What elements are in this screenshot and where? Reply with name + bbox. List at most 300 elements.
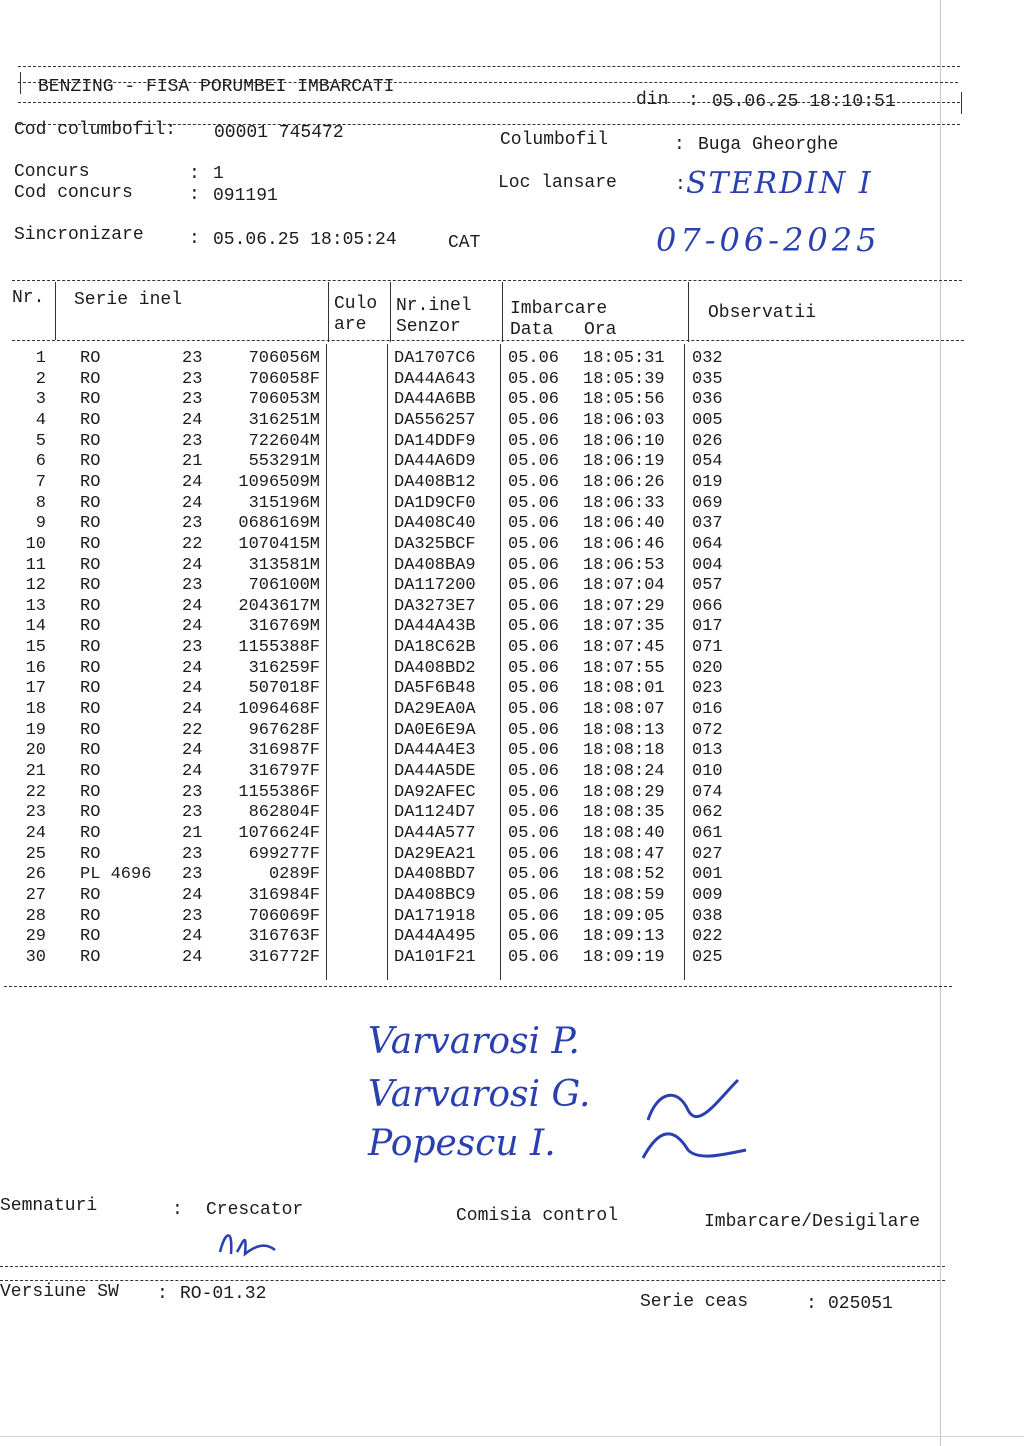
row-year: 23: [182, 865, 203, 885]
row-sensor: DA14DDF9: [394, 431, 476, 451]
row-observatii: 061: [692, 823, 723, 843]
row-nr: 10: [25, 534, 46, 554]
row-nr: 6: [35, 452, 46, 472]
row-time: 18:08:59: [583, 885, 665, 905]
row-year: 21: [182, 452, 203, 472]
table-row: [0, 390, 760, 411]
row-observatii: 001: [692, 865, 723, 885]
row-observatii: 072: [692, 720, 723, 740]
row-observatii: 071: [692, 638, 723, 658]
table-row: [0, 597, 760, 618]
row-observatii: 026: [692, 431, 723, 451]
row-sensor: DA44A643: [394, 369, 476, 389]
row-date: 05.06: [508, 493, 560, 513]
row-sensor: DA408BA9: [394, 555, 476, 575]
serie-ceas-label: Serie ceas: [640, 1292, 749, 1312]
row-sensor: DA44A577: [394, 823, 476, 843]
row-date: 05.06: [508, 700, 560, 720]
table-row: [0, 721, 760, 742]
header-bottom-rule: [18, 102, 960, 103]
columbofil-value: Buga Gheorghe: [698, 135, 839, 155]
row-observatii: 054: [692, 452, 723, 472]
table-row: [0, 783, 760, 804]
row-country: RO: [80, 410, 101, 430]
row-nr: 26: [25, 865, 46, 885]
row-serial: 316763F: [248, 927, 320, 947]
col-sep-imbarcare: [688, 282, 689, 342]
row-serial: 706053M: [248, 390, 320, 410]
row-nr: 28: [25, 906, 46, 926]
header-culoare-2: are: [334, 315, 367, 335]
row-serial: 1096468F: [238, 700, 320, 720]
versiune-sw-colon: :: [157, 1284, 168, 1304]
row-observatii: 005: [692, 410, 723, 430]
row-date: 05.06: [508, 823, 560, 843]
row-nr: 25: [25, 844, 46, 864]
sincronizare-label: Sincronizare: [14, 225, 144, 245]
row-observatii: 037: [692, 514, 723, 534]
row-nr: 16: [25, 658, 46, 678]
row-time: 18:09:13: [583, 927, 665, 947]
row-country: RO: [80, 596, 101, 616]
header-observatii: Observatii: [708, 303, 817, 323]
row-time: 18:08:01: [583, 679, 665, 699]
row-time: 18:06:40: [583, 514, 665, 534]
din-value: 05.06.25 18:10:51: [712, 92, 896, 112]
row-observatii: 027: [692, 844, 723, 864]
footer-rule: [0, 1266, 945, 1267]
table-row: [0, 494, 760, 515]
row-year: 24: [182, 741, 203, 761]
row-sensor: DA44A6BB: [394, 390, 476, 410]
row-serial: 706056M: [248, 349, 320, 368]
row-time: 18:08:52: [583, 865, 665, 885]
row-date: 05.06: [508, 762, 560, 781]
row-date: 05.06: [508, 658, 560, 678]
row-serial: 316797F: [248, 762, 320, 781]
row-year: 21: [182, 823, 203, 843]
row-sensor: DA1707C6: [394, 349, 476, 368]
row-date: 05.06: [508, 865, 560, 885]
row-year: 24: [182, 885, 203, 905]
cod-concurs-label: Cod concurs: [14, 183, 133, 203]
header-right-bar: [961, 92, 962, 114]
row-sensor: DA408BD2: [394, 658, 476, 678]
row-sensor: DA325BCF: [394, 534, 476, 554]
row-nr: 17: [25, 679, 46, 699]
row-time: 18:05:31: [583, 349, 665, 368]
row-time: 18:07:29: [583, 596, 665, 616]
table-row: [0, 700, 760, 721]
row-country: RO: [80, 617, 101, 637]
table-row: [0, 741, 760, 762]
semnaturi-label: Semnaturi: [0, 1196, 98, 1216]
row-year: 22: [182, 720, 203, 740]
row-time: 18:06:26: [583, 472, 665, 492]
row-sensor: DA556257: [394, 410, 476, 430]
row-year: 24: [182, 493, 203, 513]
row-year: 24: [182, 947, 203, 967]
table-row: [0, 576, 760, 597]
concurs-value: 1: [213, 164, 224, 184]
row-sensor: DA408B12: [394, 472, 476, 492]
row-country: RO: [80, 844, 101, 864]
row-observatii: 025: [692, 947, 723, 967]
row-sensor: DA117200: [394, 576, 476, 596]
row-date: 05.06: [508, 720, 560, 740]
row-country: RO: [80, 534, 101, 554]
row-year: 24: [182, 555, 203, 575]
table-row: [0, 535, 760, 556]
row-serial: 316984F: [248, 885, 320, 905]
row-sensor: DA44A43B: [394, 617, 476, 637]
row-observatii: 020: [692, 658, 723, 678]
row-time: 18:07:55: [583, 658, 665, 678]
table-row: [0, 845, 760, 866]
row-country: RO: [80, 679, 101, 699]
row-year: 23: [182, 349, 203, 368]
table-bottom-rule: [4, 986, 952, 987]
row-year: 23: [182, 576, 203, 596]
row-sensor: DA0E6E9A: [394, 720, 476, 740]
row-serial: 706100M: [248, 576, 320, 596]
header-data: Data: [510, 320, 554, 340]
serie-ceas-colon: :: [806, 1294, 817, 1314]
versiune-sw-label: Versiune SW: [0, 1282, 119, 1302]
row-sensor: DA29EA0A: [394, 700, 476, 720]
loc-lansare-value: STERDIN I: [686, 166, 873, 201]
row-sensor: DA5F6B48: [394, 679, 476, 699]
row-observatii: 032: [692, 349, 723, 368]
row-sensor: DA44A495: [394, 927, 476, 947]
row-date: 05.06: [508, 452, 560, 472]
row-serial: 699277F: [248, 844, 320, 864]
row-date: 05.06: [508, 617, 560, 637]
row-time: 18:09:05: [583, 906, 665, 926]
table-row: [0, 679, 760, 700]
table-row: [0, 948, 760, 969]
row-serial: 316769M: [248, 617, 320, 637]
cod-concurs-colon: :: [189, 185, 200, 205]
row-country: RO: [80, 700, 101, 720]
row-date: 05.06: [508, 514, 560, 534]
table-row: [0, 927, 760, 948]
row-time: 18:08:29: [583, 782, 665, 802]
row-nr: 22: [25, 782, 46, 802]
row-country: RO: [80, 782, 101, 802]
row-country: PL 4696: [80, 865, 152, 885]
row-time: 18:06:03: [583, 410, 665, 430]
row-sensor: DA1124D7: [394, 803, 476, 823]
row-year: 24: [182, 679, 203, 699]
row-year: 24: [182, 762, 203, 781]
row-serial: 553291M: [248, 452, 320, 472]
row-nr: 27: [25, 885, 46, 905]
row-nr: 13: [25, 596, 46, 616]
row-serial: 507018F: [248, 679, 320, 699]
row-time: 18:08:24: [583, 762, 665, 781]
header-nrinel-1: Nr.inel: [396, 296, 472, 316]
handwritten-name-2: Varvarosi G.: [368, 1074, 591, 1115]
loc-lansare-colon: :: [675, 175, 686, 195]
row-sensor: DA18C62B: [394, 638, 476, 658]
paper-edge: [940, 0, 941, 1446]
row-observatii: 019: [692, 472, 723, 492]
row-country: RO: [80, 514, 101, 534]
row-serial: 1155388F: [238, 638, 320, 658]
sincronizare-value: 05.06.25 18:05:24: [213, 230, 397, 250]
row-serial: 0686169M: [238, 514, 320, 534]
row-time: 18:08:13: [583, 720, 665, 740]
row-serial: 706069F: [248, 906, 320, 926]
row-date: 05.06: [508, 555, 560, 575]
row-serial: 967628F: [248, 720, 320, 740]
document-title: BENZING - FISA PORUMBEI IMBARCATI: [38, 77, 395, 97]
header-serie-inel: Serie inel: [74, 290, 183, 310]
row-year: 24: [182, 410, 203, 430]
row-observatii: 036: [692, 390, 723, 410]
row-year: 23: [182, 638, 203, 658]
row-serial: 2043617M: [238, 596, 320, 616]
cod-concurs-value: 091191: [213, 186, 278, 206]
row-date: 05.06: [508, 782, 560, 802]
row-serial: 316987F: [248, 741, 320, 761]
row-country: RO: [80, 720, 101, 740]
row-nr: 23: [25, 803, 46, 823]
row-year: 24: [182, 927, 203, 947]
table-row: [0, 556, 760, 577]
table-row: [0, 659, 760, 680]
row-observatii: 010: [692, 762, 723, 781]
row-date: 05.06: [508, 349, 560, 368]
row-date: 05.06: [508, 472, 560, 492]
row-nr: 21: [25, 762, 46, 781]
row-year: 24: [182, 472, 203, 492]
row-time: 18:06:33: [583, 493, 665, 513]
row-time: 18:07:04: [583, 576, 665, 596]
row-nr: 7: [35, 472, 46, 492]
row-year: 23: [182, 906, 203, 926]
row-sensor: DA3273E7: [394, 596, 476, 616]
row-year: 24: [182, 617, 203, 637]
imbarcare-desigilare-label: Imbarcare/Desigilare: [704, 1212, 921, 1232]
handwritten-name-1: Varvarosi P.: [368, 1021, 580, 1062]
row-serial: 316251M: [248, 410, 320, 430]
row-date: 05.06: [508, 390, 560, 410]
row-country: RO: [80, 638, 101, 658]
row-date: 05.06: [508, 638, 560, 658]
row-nr: 12: [25, 576, 46, 596]
row-time: 18:08:18: [583, 741, 665, 761]
row-date: 05.06: [508, 803, 560, 823]
row-serial: 1155386F: [238, 782, 320, 802]
row-date: 05.06: [508, 596, 560, 616]
table-row: [0, 617, 760, 638]
row-time: 18:08:47: [583, 844, 665, 864]
columbofil-label: Columbofil: [500, 130, 609, 150]
row-time: 18:06:19: [583, 452, 665, 472]
row-country: RO: [80, 555, 101, 575]
row-serial: 316259F: [248, 658, 320, 678]
table-row: [0, 473, 760, 494]
row-country: RO: [80, 452, 101, 472]
table-row: [0, 514, 760, 535]
row-serial: 862804F: [248, 803, 320, 823]
row-date: 05.06: [508, 576, 560, 596]
row-sensor: DA44A6D9: [394, 452, 476, 472]
din-label: din: [636, 90, 669, 110]
concurs-colon: :: [189, 164, 200, 184]
row-country: RO: [80, 741, 101, 761]
versiune-sw-value: RO-01.32: [180, 1284, 267, 1304]
row-country: RO: [80, 947, 101, 967]
crescator-signature: [215, 1222, 295, 1262]
row-date: 05.06: [508, 927, 560, 947]
header-nr: Nr.: [12, 288, 45, 308]
row-observatii: 017: [692, 617, 723, 637]
row-sensor: DA1D9CF0: [394, 493, 476, 513]
row-country: RO: [80, 369, 101, 389]
row-date: 05.06: [508, 534, 560, 554]
sincronizare-colon: :: [189, 229, 200, 249]
row-date: 05.06: [508, 679, 560, 699]
row-sensor: DA408BC9: [394, 885, 476, 905]
table-top-rule: [12, 280, 962, 281]
header-nrinel-2: Senzor: [396, 317, 461, 337]
row-nr: 2: [35, 369, 46, 389]
row-time: 18:06:46: [583, 534, 665, 554]
row-time: 18:07:45: [583, 638, 665, 658]
row-year: 24: [182, 596, 203, 616]
row-serial: 0289F: [268, 865, 320, 885]
row-observatii: 016: [692, 700, 723, 720]
row-time: 18:06:10: [583, 431, 665, 451]
row-time: 18:05:56: [583, 390, 665, 410]
handwritten-name-3: Popescu I.: [368, 1123, 556, 1164]
row-nr: 11: [25, 555, 46, 575]
row-nr: 8: [35, 493, 46, 513]
din-colon: :: [688, 91, 699, 111]
header-left-bar: [20, 72, 21, 94]
header-ora: Ora: [584, 320, 617, 340]
row-observatii: 022: [692, 927, 723, 947]
row-country: RO: [80, 349, 101, 368]
row-country: RO: [80, 823, 101, 843]
row-observatii: 035: [692, 369, 723, 389]
row-nr: 1: [35, 349, 46, 368]
header-imbarcare: Imbarcare: [510, 299, 608, 319]
row-observatii: 057: [692, 576, 723, 596]
table-row: [0, 452, 760, 473]
row-observatii: 062: [692, 803, 723, 823]
table-row: [0, 349, 760, 370]
row-nr: 15: [25, 638, 46, 658]
row-year: 23: [182, 390, 203, 410]
row-nr: 5: [35, 431, 46, 451]
row-observatii: 004: [692, 555, 723, 575]
row-observatii: 069: [692, 493, 723, 513]
comisia-control-label: Comisia control: [456, 1206, 619, 1226]
row-year: 23: [182, 431, 203, 451]
row-date: 05.06: [508, 431, 560, 451]
row-sensor: DA408BD7: [394, 865, 476, 885]
row-year: 22: [182, 534, 203, 554]
row-time: 18:05:39: [583, 369, 665, 389]
col-sep-senzor: [502, 282, 503, 342]
table-row: [0, 762, 760, 783]
semnaturi-colon: :: [172, 1200, 183, 1220]
table-row: [0, 803, 760, 824]
cod-columbofil-value: 00001 745472: [214, 123, 344, 143]
row-year: 23: [182, 803, 203, 823]
footer-rule-2: [0, 1280, 945, 1281]
table-row: [0, 432, 760, 453]
handwritten-date: 07-06-2025: [656, 221, 881, 259]
table-row: [0, 411, 760, 432]
row-time: 18:08:07: [583, 700, 665, 720]
row-year: 23: [182, 369, 203, 389]
row-country: RO: [80, 906, 101, 926]
col-sep-serie: [328, 282, 329, 342]
row-date: 05.06: [508, 369, 560, 389]
row-date: 05.06: [508, 906, 560, 926]
row-observatii: 013: [692, 741, 723, 761]
col-sep-culoare: [390, 282, 391, 342]
row-serial: 315196M: [248, 493, 320, 513]
row-time: 18:08:40: [583, 823, 665, 843]
row-country: RO: [80, 576, 101, 596]
row-serial: 1076624F: [238, 823, 320, 843]
row-nr: 18: [25, 700, 46, 720]
row-nr: 24: [25, 823, 46, 843]
row-nr: 9: [35, 514, 46, 534]
row-sensor: DA408C40: [394, 514, 476, 534]
row-date: 05.06: [508, 741, 560, 761]
row-sensor: DA44A4E3: [394, 741, 476, 761]
table-row: [0, 865, 760, 886]
row-serial: 1070415M: [238, 534, 320, 554]
row-nr: 29: [25, 927, 46, 947]
row-serial: 706058F: [248, 369, 320, 389]
paper-edge-bottom: [0, 1436, 1024, 1437]
row-nr: 4: [35, 410, 46, 430]
header-culoare-1: Culo: [334, 294, 378, 314]
row-observatii: 009: [692, 885, 723, 905]
signature-scribble: [628, 1070, 748, 1160]
row-observatii: 023: [692, 679, 723, 699]
row-nr: 3: [35, 390, 46, 410]
row-country: RO: [80, 927, 101, 947]
row-nr: 30: [25, 947, 46, 967]
loc-lansare-label: Loc lansare: [498, 173, 617, 193]
col-sep-nr: [55, 282, 56, 340]
row-year: 23: [182, 514, 203, 534]
concurs-label: Concurs: [14, 162, 90, 182]
row-country: RO: [80, 431, 101, 451]
row-observatii: 074: [692, 782, 723, 802]
row-date: 05.06: [508, 844, 560, 864]
row-sensor: DA44A5DE: [394, 762, 476, 781]
row-country: RO: [80, 390, 101, 410]
row-country: RO: [80, 472, 101, 492]
row-serial: 722604M: [248, 431, 320, 451]
row-nr: 19: [25, 720, 46, 740]
row-nr: 20: [25, 741, 46, 761]
row-year: 23: [182, 782, 203, 802]
crescator-label: Crescator: [206, 1200, 304, 1220]
row-country: RO: [80, 762, 101, 781]
table-row: [0, 824, 760, 845]
